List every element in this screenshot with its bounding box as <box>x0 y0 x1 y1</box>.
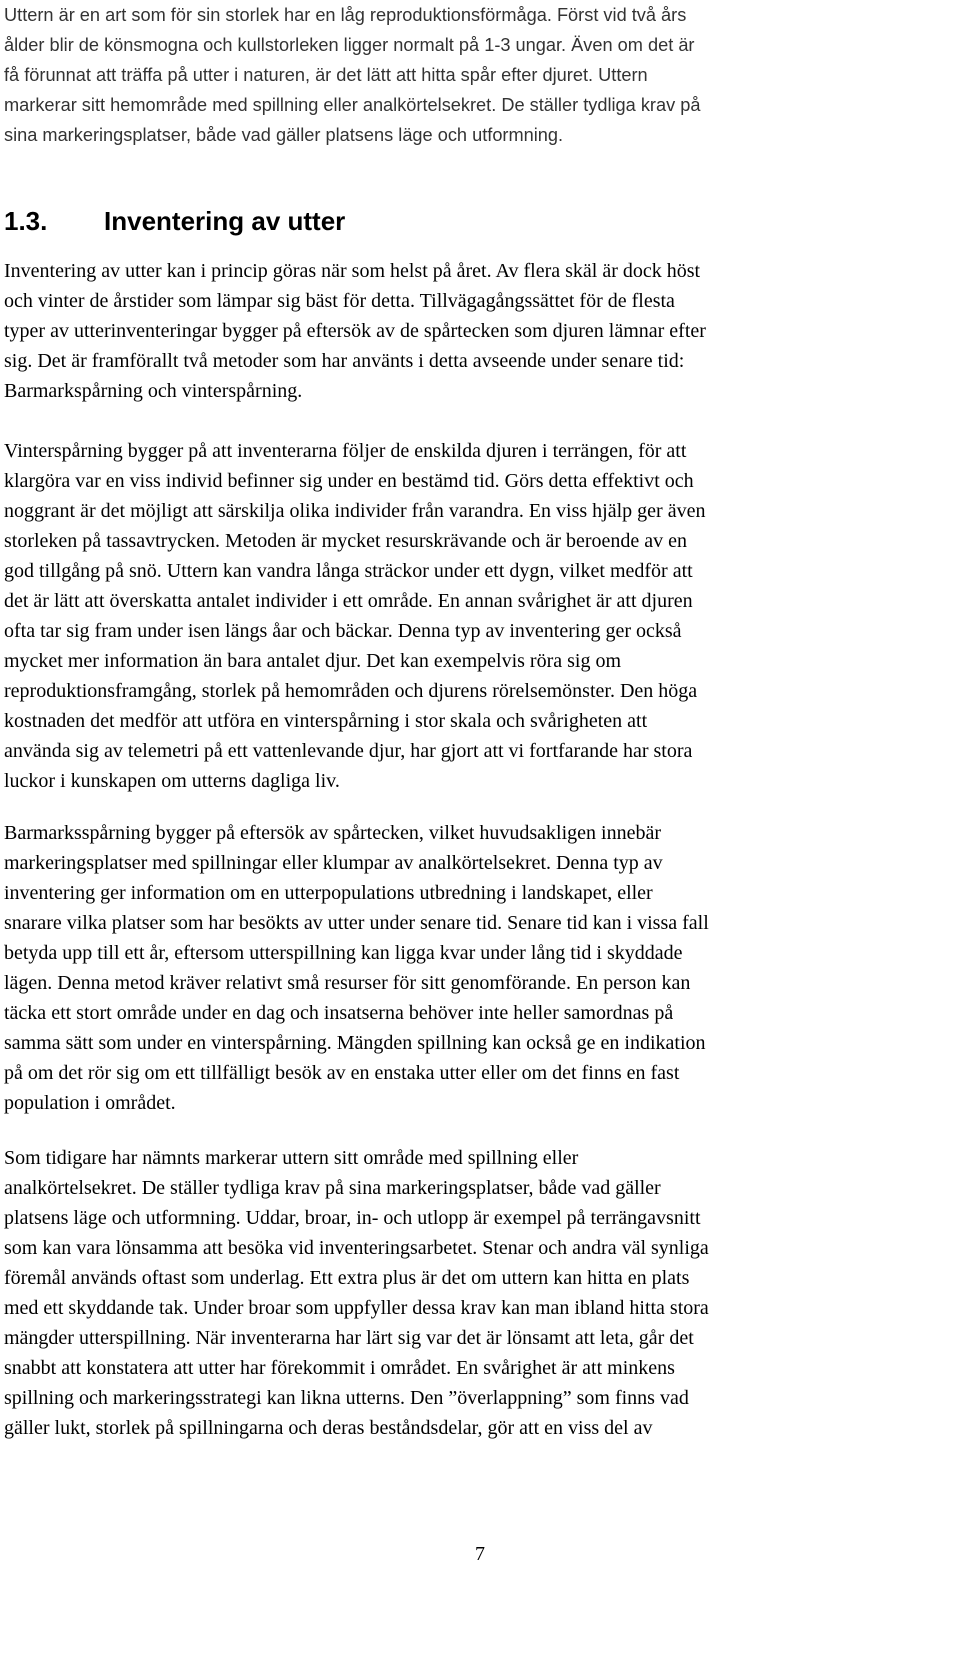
body-paragraph: Inventering av utter kan i princip göras när som helst på året. Av flera skäl är dock höst och vinter de årstider som lämpar sig bäst för detta. Tillvägagångssättet för de flesta typer av utterinventeringar bygger på eftersök av de spårtecken som djuren lämnar efter sig. Det är framförallt två metoder som har använts i detta avseende under senare tid: Barmarkspårning och vinterspårning. <box>4 260 706 402</box>
intro-paragraph: Uttern är en art som för sin storlek har en låg reproduktionsförmåga. Först vid två års ålder blir de könsmogna och kullstorleken ligger normalt på 1-3 ungar. Även om det är få förunnat att träffa på utter i naturen, är det lätt att hitta spår efter djuret. Uttern markerar sitt hemområde med spillning eller analkörtelsekret. De ställer tydliga krav på sina markeringsplatser, både vad gäller platsens läge och utformning. <box>4 5 701 145</box>
section-number: 1.3. <box>4 206 48 236</box>
body-paragraph: Vinterspårning bygger på att inventerarna följer de enskilda djuren i terrängen, för att klargöra var en viss individ befinner sig under en bestämd tid. Görs detta effektivt och noggrant är det möjligt att särskilja olika individer från varandra. En viss hjälp ger även storleken på tassavtrycken. Metoden är mycket resurskrävande och är beroende av en god tillgång på snö. Uttern kan vandra långa sträckor under ett dygn, vilket medför att det är lätt att överskatta antalet individer i ett område. En annan svårighet är att djuren ofta tar sig fram under isen längs åar och bäckar. Denna typ av inventering ger också mycket mer information än bara antalet djur. Det kan exempelvis röra sig om reproduktionsframgång, storlek på hemområden och djurens rörelsemönster. Den höga kostnaden det medför att utföra en vinterspårning i stor skala och svårigheten att använda sig av telemetri på ett vattenlevande djur, har gjort att vi fortfarande har stora luckor i kunskapen om utterns dagliga liv. <box>4 440 706 792</box>
section-heading <box>4 203 345 239</box>
section-title: Inventering av utter <box>104 206 346 236</box>
body-paragraph: Barmarksspårning bygger på eftersök av spårtecken, vilket huvudsakligen innebär markeringsplatser med spillningar eller klumpar av analkörtelsekret. Denna typ av inventering ger information om en utterpopulations utbredning i landskapet, eller snarare vilka platser som har besökts av utter under senare tid. Senare tid kan i vissa fall betyda upp till ett år, eftersom utterspillning kan ligga kvar under lång tid i skyddade lägen. Denna metod kräver relativt små resurser för sitt genomförande. En person kan täcka ett stort område under en dag och insatserna behöver inte heller samordnas på samma sätt som under en vinterspårning. Mängden spillning kan också ge en indikation på om det rör sig om ett tillfälligt besök av en enstaka utter eller om det finns en fast population i området. <box>4 822 709 1114</box>
page-number: 7 <box>475 1543 485 1565</box>
body-paragraph: Som tidigare har nämnts markerar uttern sitt område med spillning eller analkörtelsekret. De ställer tydliga krav på sina markeringsplatser, både vad gäller platsens läge och utformning. Uddar, broar, in- och utlopp är exempel på terrängavsnitt som kan vara lönsamma att besöka vid inventeringsarbetet. Stenar och andra väl synliga föremål används oftast som underlag. Ett extra plus är det om uttern kan hitta en plats med ett skyddande tak. Under broar som uppfyller dessa krav kan man ibland hitta stora mängder utterspillning. När inventerarna har lärt sig var det är lönsamt att leta, går det snabbt att konstatera att utter har förekommit i området. En svårighet är att minkens spillning och markeringsstrategi kan likna utterns. Den ”överlappning” som finns vad gäller lukt, storlek på spillningarna och deras beståndsdelar, gör att en viss del av <box>4 1147 709 1439</box>
